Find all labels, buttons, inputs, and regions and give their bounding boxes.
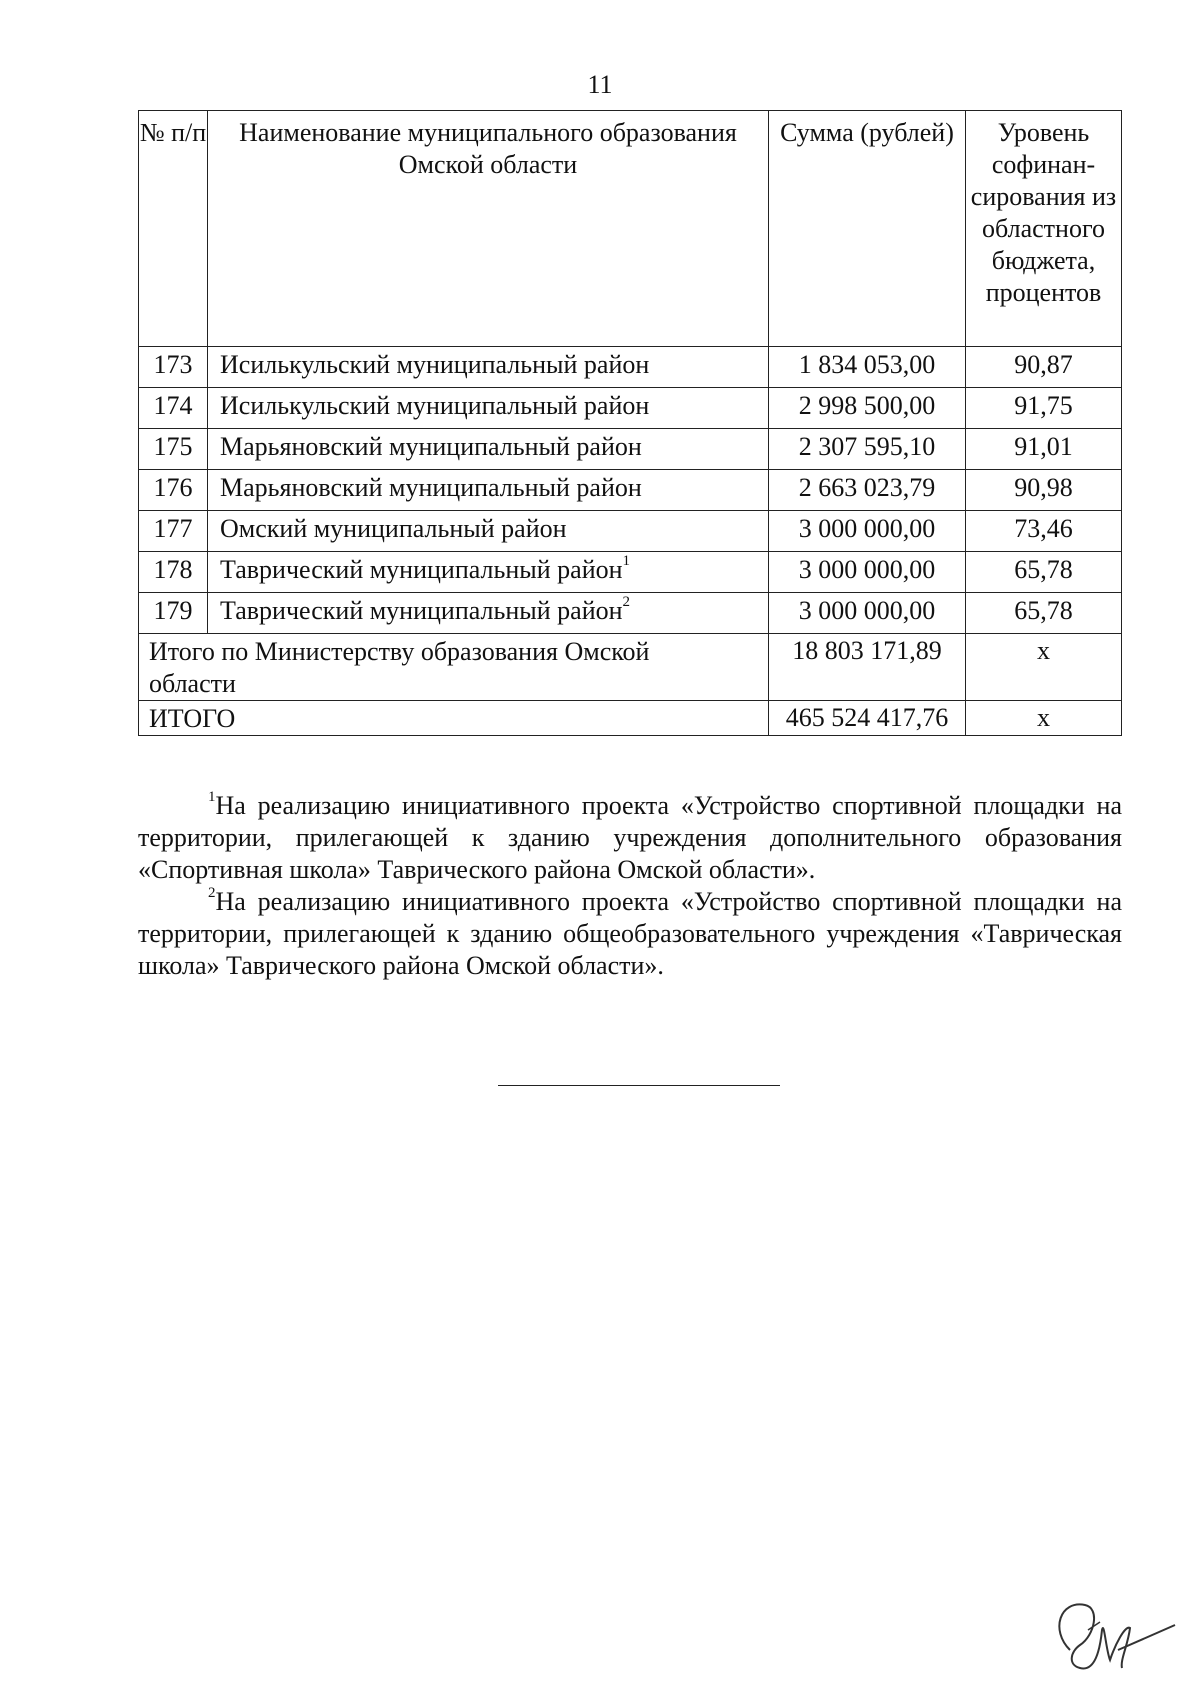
row-sum: 2 663 023,79 [769, 470, 966, 511]
footnote-ref: 2 [622, 594, 631, 610]
row-num: 175 [139, 429, 208, 470]
row-num: 177 [139, 511, 208, 552]
table-row [139, 347, 1122, 388]
table-row [139, 470, 1122, 511]
table-row [139, 511, 1122, 552]
subtotal-row [139, 634, 1122, 701]
subtotal-level: х [966, 634, 1122, 701]
footnote-mark: 1 [208, 789, 216, 805]
table-row [139, 552, 1122, 593]
row-num: 174 [139, 388, 208, 429]
row-level: 91,01 [966, 429, 1122, 470]
table-row [139, 429, 1122, 470]
budget-table [138, 110, 1122, 736]
row-num: 176 [139, 470, 208, 511]
total-sum: 465 524 417,76 [769, 701, 966, 736]
row-level: 73,46 [966, 511, 1122, 552]
row-name: Исилькульский муниципальный район [208, 388, 769, 429]
signature-mark [1040, 1590, 1180, 1680]
total-level: х [966, 701, 1122, 736]
row-name: Таврический муниципальный район$^2$ [208, 593, 769, 634]
separator-line [498, 1085, 780, 1086]
footnote-ref: 1 [622, 553, 631, 569]
table-row [139, 388, 1122, 429]
footnote-2 [138, 886, 1122, 982]
row-sum: 2 998 500,00 [769, 388, 966, 429]
row-sum: 3 000 000,00 [769, 552, 966, 593]
header-level: Уровень софинан-сирования из областного бюджета, процентов [966, 111, 1122, 347]
total-label: ИТОГО [139, 701, 769, 736]
page-number: 11 [587, 70, 613, 99]
table-row [139, 593, 1122, 634]
row-name: Таврический муниципальный район$^1$ [208, 552, 769, 593]
row-sum: 3 000 000,00 [769, 593, 966, 634]
subtotal-label: Итого по Министерству образования Омской области [139, 634, 769, 701]
row-name: Омский муниципальный район [208, 511, 769, 552]
header-sum: Сумма (рублей) [769, 111, 966, 347]
row-num: 178 [139, 552, 208, 593]
row-sum: 3 000 000,00 [769, 511, 966, 552]
row-num: 173 [139, 347, 208, 388]
row-sum: 1 834 053,00 [769, 347, 966, 388]
row-level: 90,87 [966, 347, 1122, 388]
row-level: 90,98 [966, 470, 1122, 511]
row-level: 65,78 [966, 552, 1122, 593]
header-num: № п/п [139, 111, 208, 347]
total-row [139, 701, 1122, 736]
row-level: 91,75 [966, 388, 1122, 429]
row-num: 179 [139, 593, 208, 634]
footnotes [138, 790, 1122, 982]
subtotal-sum: 18 803 171,89 [769, 634, 966, 701]
table-header-row [139, 111, 1122, 347]
footnote-mark: 2 [208, 885, 216, 901]
row-level: 65,78 [966, 593, 1122, 634]
row-sum: 2 307 595,10 [769, 429, 966, 470]
header-name: Наименование муниципального образования Омской области [208, 111, 769, 347]
footnote-1 [138, 790, 1122, 886]
row-name: Исилькульский муниципальный район [208, 347, 769, 388]
footnote-text: На реализацию инициативного проекта «Устройство спортивной площадки на территории, прилегающей к зданию учреждения дополнительного образования «Спортивная школа» Таврического района Омской области». [138, 791, 1122, 884]
row-name: Марьяновский муниципальный район [208, 429, 769, 470]
footnote-text: На реализацию инициативного проекта «Устройство спортивной площадки на территории, прилегающей к зданию общеобразовательного учреждения «Таврическая школа» Таврического района Омской области». [138, 887, 1122, 980]
row-name: Марьяновский муниципальный район [208, 470, 769, 511]
